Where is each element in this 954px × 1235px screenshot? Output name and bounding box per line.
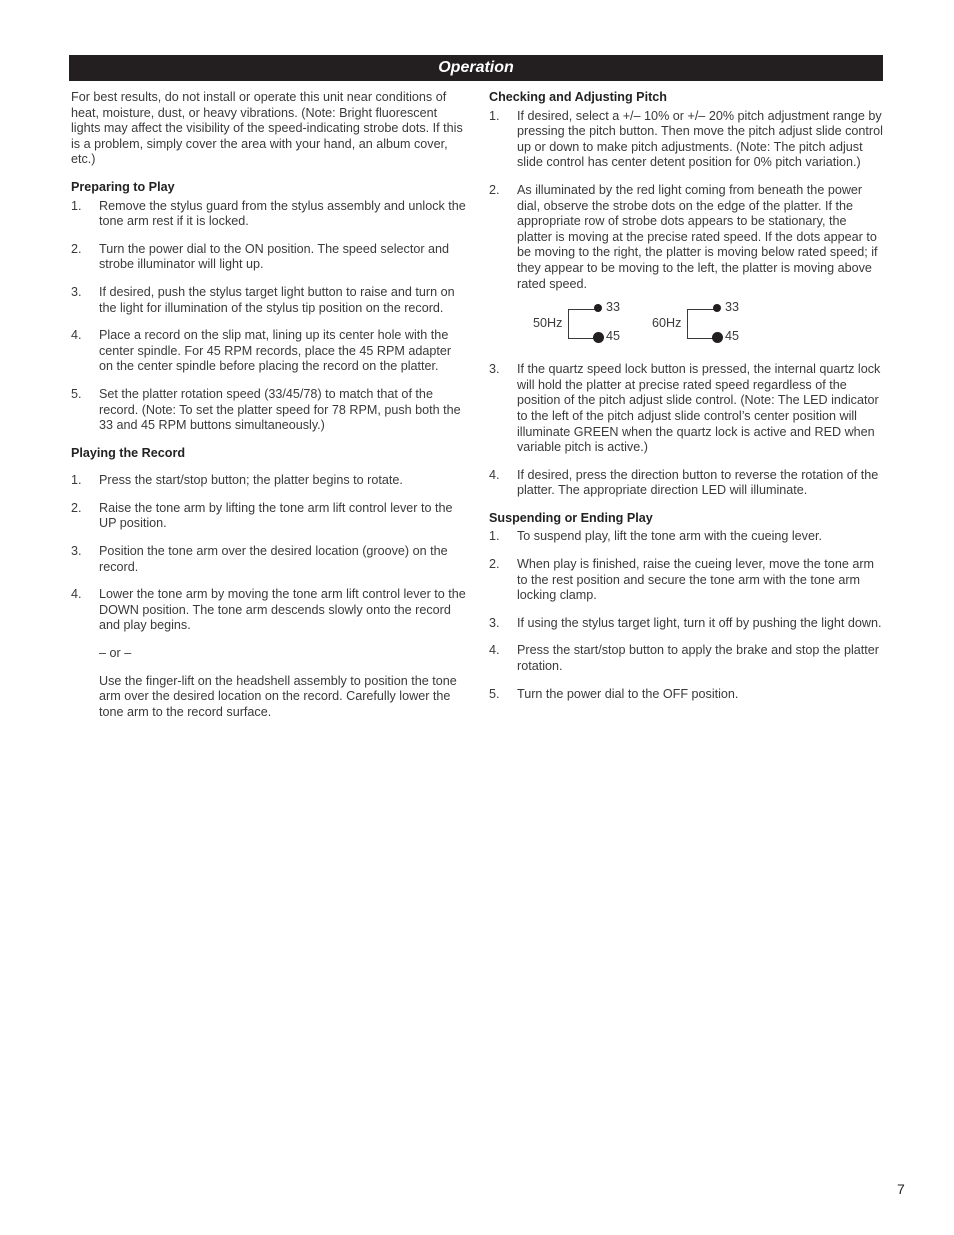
left-column (71, 90, 466, 720)
item-text: Lower the tone arm by moving the tone arm lift control lever to the DOWN position. The tone arm descends slowly onto the record and play begins. (99, 587, 466, 633)
preparing-list (71, 199, 466, 434)
item-number: 4. (71, 587, 82, 602)
right-column (489, 90, 884, 714)
speed-label-33: 33 (725, 300, 740, 315)
section-title: Operation (69, 55, 883, 81)
item-text: Turn the power dial to the ON position. The speed selector and strobe illuminator will light up. (99, 241, 450, 272)
list-item (71, 544, 466, 575)
item-text: If desired, push the stylus target light button to raise and turn on the light for illumination of the stylus tip position on the record. (99, 284, 455, 315)
speed-label-33: 33 (606, 300, 621, 315)
speed-label-45: 45 (606, 329, 621, 344)
item-text: Press the start/stop button; the platter begins to rotate. (99, 473, 403, 488)
strobe-diagram (517, 302, 884, 350)
item-number: 1. (71, 473, 82, 488)
list-item (71, 387, 466, 434)
item-number: 3. (71, 284, 82, 299)
pitch-list-continued (489, 362, 884, 499)
item-text: To suspend play, lift the tone arm with the cueing lever. (517, 529, 822, 544)
list-item (489, 616, 884, 632)
item-number: 1. (71, 198, 82, 213)
strobe-dot-33-icon (713, 304, 721, 312)
item-text: If the quartz speed lock button is pressed, the internal quartz lock will hold the platter at precise rated speed regardless of the position of the pitch adjust slide control. (Note: The LED indicator to the left of the pitch adjust slide control’s center position will illuminate GREEN when the quartz lock is active and RED when variable pitch is active.) (517, 362, 881, 455)
item-text: Turn the power dial to the OFF position. (517, 686, 739, 701)
or-separator: – or – (99, 646, 132, 661)
item-number: 1. (489, 108, 500, 123)
item-number: 4. (489, 467, 500, 482)
list-item (489, 529, 884, 545)
item-text: Set the platter rotation speed (33/45/78) to match that of the record. (Note: To set the platter speed for 78 RPM, push both the 33 and 45 RPM buttons simultaneously.) (99, 386, 461, 433)
item-number: 2. (71, 241, 82, 256)
item-number: 4. (71, 328, 82, 343)
list-item (71, 501, 466, 532)
list-item (489, 557, 884, 604)
item-number: 5. (71, 386, 82, 401)
list-item (489, 468, 884, 499)
item-text: Position the tone arm over the desired location (groove) on the record. (99, 544, 448, 574)
list-item (71, 587, 466, 634)
item-number: 4. (489, 643, 500, 658)
strobe-50hz (533, 302, 643, 350)
item-text: If using the stylus target light, turn it off by pushing the light down. (517, 615, 882, 630)
alternate-instruction: Use the finger-lift on the headshell assembly to position the tone arm over the desired location on the record. Carefully lower the tone arm to the record surface. (99, 673, 457, 719)
pitch-heading: Checking and Adjusting Pitch (489, 90, 667, 104)
item-number: 2. (489, 557, 500, 572)
hz-label: 50Hz (533, 316, 563, 331)
item-number: 2. (489, 182, 500, 197)
item-text: As illuminated by the red light coming from beneath the power dial, observe the strobe dots on the edge of the platter. If the appropriate row of strobe dots appears to be stationary, the platter is moving at the precise rated speed. If the dots appear to be moving to the right, the platter is moving below rated speed; if they appear to be moving to the left, the platter is moving above rated speed. (517, 182, 878, 291)
item-number: 3. (71, 544, 82, 559)
item-text: Remove the stylus guard from the stylus assembly and unlock the tone arm rest if it is locked. (99, 198, 466, 229)
strobe-dot-45-icon (593, 332, 604, 343)
speed-label-45: 45 (725, 329, 740, 344)
item-number: 3. (489, 615, 500, 630)
item-number: 2. (71, 500, 82, 515)
suspending-heading: Suspending or Ending Play (489, 510, 653, 525)
playing-heading: Playing the Record (71, 445, 186, 460)
hz-label: 60Hz (652, 316, 682, 331)
strobe-dot-33-icon (594, 304, 602, 312)
list-item (489, 109, 884, 171)
item-text: If desired, press the direction button to reverse the rotation of the platter. The appropriate direction LED will illuminate. (517, 467, 879, 498)
strobe-60hz (652, 302, 762, 350)
list-item (71, 473, 466, 489)
item-number: 5. (489, 686, 500, 701)
item-text: When play is finished, raise the cueing lever, move the tone arm to the rest position and secure the tone arm with the tone arm locking clamp. (517, 557, 875, 603)
item-text: Place a record on the slip mat, lining up its center hole with the center spindle. For 45 RPM records, place the 45 RPM adapter on the center spindle before placing the record on the platter. (99, 328, 452, 374)
item-number: 3. (489, 362, 500, 377)
playing-list (71, 473, 466, 634)
list-item (489, 362, 884, 456)
pitch-list (489, 109, 884, 293)
suspending-list (489, 529, 884, 702)
intro-paragraph: For best results, do not install or operate this unit near conditions of heat, moisture, dust, or heavy vibrations. (Note: Bright fluorescent lights may affect the visibility of the speed-indicating strobe dots. If this is a problem, simply cover the area with your hand, an album cover, etc.) (71, 90, 463, 167)
item-text: If desired, select a +/– 10% or +/– 20% pitch adjustment range by pressing the pitch button. Then move the pitch adjust slide control up or down to make pitch adjustments. (Note: The pitch adjust slide control has center detent position for 0% pitch variation.) (517, 108, 883, 170)
item-text: Press the start/stop button to apply the brake and stop the platter rotation. (517, 643, 879, 674)
list-item (71, 285, 466, 316)
strobe-dot-45-icon (712, 332, 723, 343)
list-item (71, 242, 466, 273)
item-number: 1. (489, 529, 500, 544)
list-item (489, 183, 884, 292)
list-item (489, 643, 884, 674)
preparing-heading: Preparing to Play (71, 179, 175, 194)
list-item (71, 328, 466, 375)
page-number: 7 (897, 1181, 905, 1197)
list-item (71, 199, 466, 230)
list-item (489, 687, 884, 703)
item-text: Raise the tone arm by lifting the tone arm lift control lever to the UP position. (99, 500, 453, 531)
